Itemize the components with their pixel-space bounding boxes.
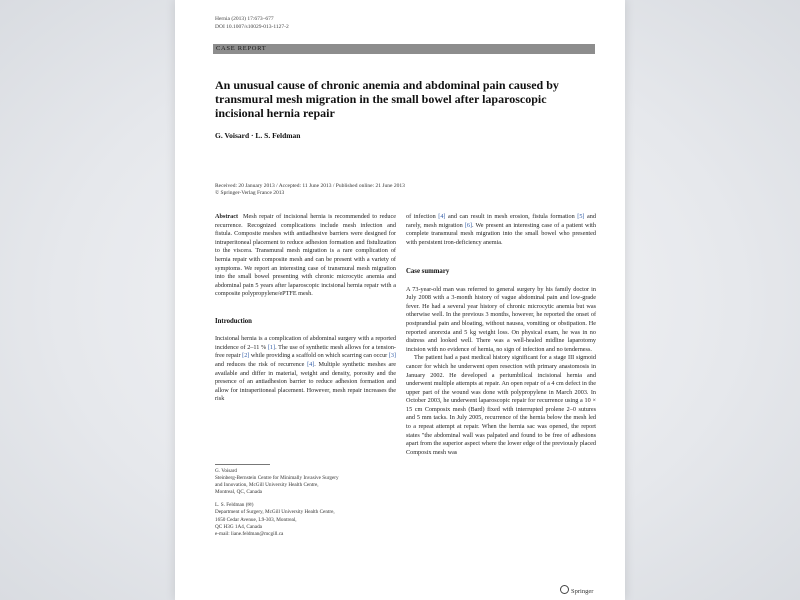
ref-link[interactable]: [4] [438, 213, 446, 220]
journal-header [215, 16, 289, 31]
affiliation-line: Steinberg-Bernstein Centre for Minimally Invasive Surgery [215, 475, 339, 482]
received-dates: Received: 20 January 2013 / Accepted: 11 June 2013 / Published online: 21 June 2013 [215, 183, 405, 189]
ref-link[interactable]: [4] [307, 360, 315, 368]
abstract [215, 213, 396, 299]
case-paragraph: A 73-year-old man was referred to general surgery by his family doctor in July 2008 with a 3-month history of vague abdominal pain and low-grade fever. He had a several year history of chronic microcytic anemia but was otherwise well. In the previous 3 months, however, he reported the onset of postprandial pain and bloating, without nausea, vomiting or obstipation. He reported anorexia and 5 kg weight loss. On physical exam, he was in no distress and looked well. There was a well-healed midline laparotomy incision with no evidence of hernia, no sign of infection and no tenderness. [406, 285, 596, 353]
authors: G. Voisard · L. S. Feldman [215, 131, 301, 140]
affiliation-line: QC H3G 1A4, Canada [215, 523, 262, 530]
affiliations [215, 468, 400, 538]
right-column [406, 213, 596, 457]
affiliation-rule [215, 464, 270, 465]
ref-link[interactable]: [5] [577, 213, 585, 220]
dates-block [215, 183, 405, 197]
introduction-heading: Introduction [215, 317, 252, 325]
affiliation-line: Montreal, QC, Canada [215, 489, 262, 496]
ref-link[interactable]: [3] [388, 352, 396, 360]
affiliation-name: G. Voisard [215, 468, 237, 474]
affiliation-line: 1650 Cedar Avenue, L9-303, Montreal, [215, 516, 297, 523]
springer-horse-icon [560, 585, 569, 594]
ref-link[interactable]: [2] [242, 352, 250, 360]
affiliation-line: and Innovation, McGill University Health Centre, [215, 482, 319, 489]
abstract-text: Mesh repair of incisional hernia is recommended to reduce recurrence. Recognized complications include mesh infection and fistula. Composite meshes with antiadhesive barriers were designed for intraperitoneal placement to reduce adhesion formation and fistulization to the viscera. Transmural mesh migration is a rare complication of hernia repair with composite mesh and can be present with a variety of symptoms. We report an interesting case of transmural mesh migration into the small bowel presenting with chronic microcytic anemia and abdominal pain 5 years after laparoscopic incisional hernia repair with a composite polypropylene/ePTFE mesh. [215, 213, 397, 298]
doi: DOI 10.1007/s10029-013-1127-2 [215, 23, 289, 30]
intro-continuation: of infection [4] and can result in mesh erosion, fistula formation [5] and rarely, mesh migration [6]. We present an interesting case of a patient with complete transmural mesh migration into the small bowel who presented with persistent iron-deficiency anemia. [406, 213, 596, 246]
copyright: © Springer-Verlag France 2013 [215, 190, 285, 196]
abstract-label: Abstract [215, 213, 239, 220]
case-paragraph: The patient had a past medical history significant for a stage III sigmoid cancer for which he underwent open resection with primary anastomosis in January 2002. He developed a periumbilical incisional hernia and underwent multiple attempts at repair. An open repair of a 4 cm defect in the upper part of the wound was done with polypropylene in March 2003. In October 2003, he underwent laparoscopic repair for recurrence using a 10 × 15 cm Composix mesh (Bard) fixed with interrupted prolene 2–0 sutures and 5 mm tacks. In July 2005, recurrence of the hernia below the mesh led to a repeat attempt at repair. When the hernia sac was opened, the report states "the abdominal wall was palpated and found to be free of adhesions apart from the superior aspect where the lower edge of the previously placed Composix mesh was [406, 354, 596, 456]
author-email[interactable]: e-mail: liane.feldman@mcgill.ca [215, 530, 284, 537]
case-summary-heading: Case summary [406, 268, 450, 276]
left-column [215, 213, 396, 404]
paper-page [175, 0, 625, 600]
affiliation-name: L. S. Feldman (✉) [215, 502, 254, 509]
publisher-name: Springer [571, 588, 594, 595]
article-title: An unusual cause of chronic anemia and abdominal pain caused by transmural mesh migration in the small bowel after laparoscopic incisional hernia repair [215, 78, 559, 120]
ref-link[interactable]: [1] [267, 343, 276, 351]
introduction-paragraph: Incisional hernia is a complication of abdominal surgery with a reported incidence of 2–11 % [1]. The use of synthetic mesh allows for a tension-free repair [2] while providing a scaffold on which scarring can occur [3] and reduces the risk of recurrence [4]. Multiple synthetic meshes are available and differ in material, weight and density, porosity and the presence of an antiadhesion barrier to reduce adhesion formation and allow for intraperitoneal placement. However, mesh repair increases the risk [215, 335, 396, 403]
publisher-logo [560, 585, 593, 595]
journal-citation: Hernia (2013) 17:673–677 [215, 16, 274, 22]
ref-link[interactable]: [6] [464, 221, 472, 229]
affiliation-line: Department of Surgery, McGill University Health Centre, [215, 509, 335, 516]
section-label: CASE REPORT [216, 45, 267, 52]
section-bar [213, 44, 595, 54]
